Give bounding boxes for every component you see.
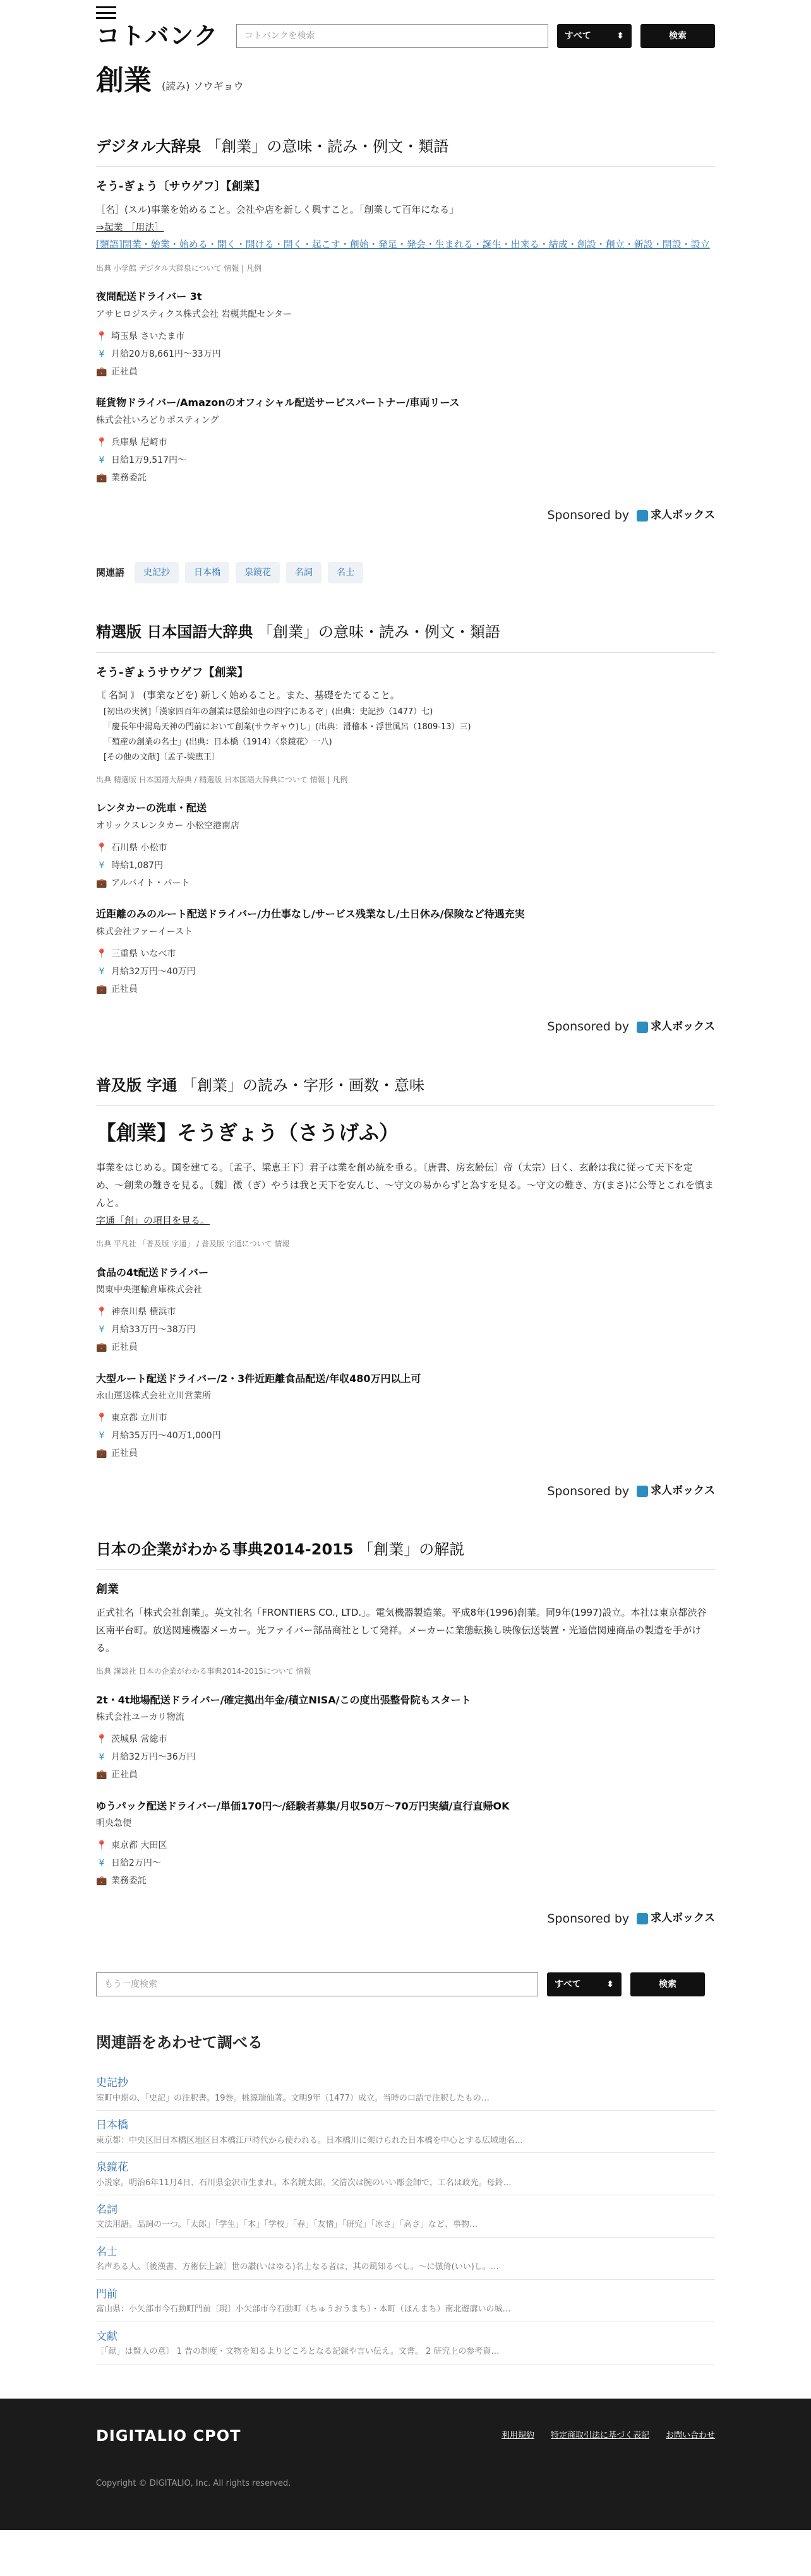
dict-name: 日本の企業がわかる事典2014-2015 [96, 1540, 354, 1558]
synonyms-list[interactable]: [類語]開業・始業・始める・開く・開ける・開く・起こす・創始・発足・発会・生まれる・誕生・出来る・結成・創設・創立・新設・開設・設立 [96, 239, 710, 251]
job-card[interactable] [96, 289, 715, 381]
list-item[interactable] [96, 2068, 715, 2111]
location-pin-icon: 📍 [96, 1840, 107, 1851]
kyujin-box-icon [637, 1913, 648, 1924]
sponsor-label: Sponsored by [547, 1911, 630, 1926]
kyujin-box-icon [637, 1486, 648, 1497]
job-card[interactable] [96, 1371, 715, 1463]
job-type: 正社員 [111, 984, 138, 995]
job-company: オリックスレンタカー 小松空港南店 [96, 821, 239, 832]
source-line: 出典 小学館 デジタル大辞泉について 情報 | 凡例 [96, 264, 262, 273]
footer-link-contact[interactable]: お問い合わせ [665, 2431, 715, 2441]
dict-section-jitsu [96, 1073, 715, 1501]
item-title[interactable]: 史記抄 [96, 2077, 128, 2090]
example: [その他の文献]〔孟子‐梁恵王〕 [104, 753, 220, 763]
yen-icon: ¥ [99, 861, 105, 871]
heading-rest: 「創業」の読み・字形・画数・意味 [182, 1076, 424, 1094]
scope-select[interactable] [557, 24, 632, 48]
sponsor-line [96, 1017, 715, 1036]
sponsor-brand[interactable] [637, 507, 715, 524]
item-desc: 〔「献」は賢人の意〕 1 昔の制度・文物を知るよりどころとなる記録や言い伝え。文書。 2 研究上の参考資… [96, 2347, 500, 2357]
location-pin-icon: 📍 [96, 331, 107, 342]
list-item[interactable] [96, 2238, 715, 2280]
dict-name: 普及版 字通 [96, 1076, 177, 1094]
briefcase-icon: 💼 [96, 1342, 107, 1353]
list-item[interactable] [96, 2322, 715, 2364]
item-title[interactable]: 泉鏡花 [96, 2161, 128, 2174]
yen-icon: ¥ [99, 455, 105, 466]
entry-definition: ［名］(スル)事業を始めること。会社や店を新しく興すこと。「創業して百年になる」 [96, 203, 459, 215]
page-reading: (読み) ソウギョウ [162, 80, 244, 92]
entry-extra-link[interactable]: ⇒起業 ［用法］ [96, 221, 164, 233]
scope-select[interactable] [547, 1972, 622, 1996]
kyujin-box-icon [637, 1022, 648, 1033]
site-logo[interactable]: コトバンク [96, 22, 219, 50]
list-item[interactable] [96, 2280, 715, 2322]
job-pay: 月給32万円〜40万円 [111, 967, 196, 977]
tag[interactable]: 名士 [328, 562, 363, 583]
job-card[interactable] [96, 1265, 715, 1357]
source-line: 出典 精選版 日本国語大辞典 / 精選版 日本国語大辞典について 情報 | 凡例 [96, 775, 348, 785]
job-pay: 月給35万円〜40万1,000円 [111, 1431, 221, 1441]
job-company: アサヒロジスティクス株式会社 岩槻共配センター [96, 309, 292, 320]
heading-rest: 「創業」の意味・読み・例文・類語 [258, 623, 500, 641]
entry-term: そう‐ぎょうサウゲフ【創業】 [96, 665, 249, 679]
job-type: アルバイト・パート [111, 878, 190, 889]
footer-logo[interactable]: DIGITALIO CPOT [96, 2427, 241, 2445]
job-card[interactable] [96, 1798, 715, 1890]
job-place: 東京都 大田区 [111, 1840, 167, 1851]
job-pay: 日給2万円〜 [111, 1858, 161, 1869]
sponsor-brand-name: 求人ボックス [651, 1020, 715, 1034]
tag[interactable]: 泉鏡花 [236, 562, 280, 583]
job-company: 永山運送株式会社立川営業所 [96, 1391, 211, 1402]
page-title-block [96, 64, 715, 98]
job-pay: 月給20万8,661円〜33万円 [111, 349, 221, 360]
sponsor-line [96, 1482, 715, 1501]
list-item[interactable] [96, 2153, 715, 2195]
job-company: 株式会社ファーイースト [96, 927, 193, 938]
job-company: 株式会社いろどりポスティング [96, 415, 219, 426]
job-type: 正社員 [111, 1770, 138, 1780]
entry-definition: 事業をはじめる。国を建てる。〔孟子、梁恵王下〕君子は業を創め統を垂る。〔唐書、房玄齢伝〕帝（太宗）曰く、玄齢は我に従って天下を定め、〜創業の難きを見る。〔魏〕徴（ぎ）やうは我と天下を安んじ、〜守文の易からずと為すを見る。〜守文の難き、方(まさ)に公等とこれを慎まんと。 [96, 1162, 714, 1208]
item-desc: 東京都：中央区旧日本橋区地区日本橋江戸時代から使われる。日本橋川に架けられた日本橋を中心とする広域地名… [96, 2135, 524, 2145]
item-title[interactable]: 名詞 [96, 2203, 117, 2217]
footer-link-tokusho[interactable]: 特定商取引法に基づく表記 [550, 2431, 649, 2441]
job-pay: 時給1,087円 [111, 861, 164, 871]
entry-term: 創業 [96, 1583, 119, 1597]
yen-icon: ¥ [99, 1325, 105, 1335]
item-title[interactable]: 名士 [96, 2246, 117, 2259]
section-heading [96, 1073, 715, 1106]
entry-definition: 〘 名詞 〙 (事業などを) 新しく始めること。また、基礎をたてること。 [96, 689, 400, 701]
page-title: 創業 [96, 64, 152, 97]
dict-name: 精選版 日本国語大辞典 [96, 623, 253, 641]
heading-rest: 「創業」の意味・読み・例文・類語 [206, 137, 449, 155]
item-title[interactable]: 門前 [96, 2288, 117, 2301]
briefcase-icon: 💼 [96, 1876, 107, 1887]
tag[interactable]: 名詞 [286, 562, 321, 583]
sponsor-brand[interactable] [637, 1910, 715, 1927]
sponsor-line [96, 506, 715, 525]
dict-section-nikkoku [96, 620, 715, 1037]
tag[interactable]: 史記抄 [135, 562, 179, 583]
section-heading [96, 1537, 715, 1570]
job-title[interactable]: ゆうパック配送ドライバー/単価170円〜/経験者募集/月収50万〜70万円実績/直行直帰OK [96, 1799, 510, 1812]
updown-icon: ⬍ [606, 1979, 614, 1989]
sponsor-brand-name: 求人ボックス [651, 1484, 715, 1498]
yen-icon: ¥ [99, 349, 105, 360]
tag[interactable]: 日本橋 [185, 562, 229, 583]
job-type: 業務委託 [111, 1876, 147, 1887]
list-item[interactable] [96, 2111, 715, 2153]
item-desc: 文法用語。品詞の一つ。「太郎」「学生」「本」「学校」「春」「友情」「研究」「冰さ」「高さ」など、事物… [96, 2220, 478, 2230]
entry-big-term: 【創業】そうぎょう（さうげふ） [96, 1121, 400, 1145]
job-place: 神奈川県 横浜市 [111, 1307, 176, 1318]
footer-links [502, 2430, 715, 2443]
job-pay: 月給32万円〜36万円 [111, 1752, 196, 1763]
job-title[interactable]: 軽貨物ドライバー/Amazonのオフィシャル配送サービスパートナー/車両リース [96, 397, 460, 409]
yen-icon: ¥ [99, 1858, 105, 1869]
location-pin-icon: 📍 [96, 949, 107, 960]
sponsor-label: Sponsored by [547, 508, 630, 523]
yen-icon: ¥ [99, 1431, 105, 1441]
job-pay: 月給33万円〜38万円 [111, 1325, 196, 1335]
scope-label: すべて [565, 30, 591, 41]
job-place: 東京都 立川市 [111, 1413, 167, 1424]
sponsor-line [96, 1909, 715, 1928]
job-title[interactable]: 大型ルート配送ドライバー/2・3件近距離食品配送/年収480万円以上可 [96, 1372, 421, 1385]
sponsor-brand[interactable] [637, 1018, 715, 1035]
search-input[interactable]: もう一度検索 [96, 1972, 538, 1996]
location-pin-icon: 📍 [96, 438, 107, 448]
job-title[interactable]: 2t・4t地場配送ドライバー/確定拠出年金/積立NISA/この度出張整骨院もスタート [96, 1693, 471, 1706]
item-desc: 富山県：小矢部市今石動町門前〔現〕小矢部市今石動町（ちゅうおうまち）・本町（ほんまち）南北遊廓いの城… [96, 2305, 511, 2315]
job-title[interactable]: 近距離のみのルート配送ドライバー/力仕事なし/サービス残業なし/土日休み/保険など待遇充実 [96, 908, 525, 921]
section-heading [96, 620, 715, 652]
briefcase-icon: 💼 [96, 367, 107, 378]
location-pin-icon: 📍 [96, 1307, 107, 1318]
item-desc: 名声ある人。〔後漢書、方術伝上論〕世の讃(いはゆる)名士なる者は、其の風知るべし。〜に倣倚(いい)し。… [96, 2262, 499, 2272]
bottom-search [96, 1972, 715, 1996]
location-pin-icon: 📍 [96, 843, 107, 854]
briefcase-icon: 💼 [96, 473, 107, 484]
search-input[interactable]: コトバンクを検索 [236, 24, 548, 48]
job-place: 茨城県 常総市 [111, 1734, 167, 1745]
sponsor-brand-name: 求人ボックス [651, 1912, 715, 1925]
briefcase-icon: 💼 [96, 1770, 107, 1780]
item-desc: 室町中期の、「史記」の注釈書。19巻。桃源瑞仙著。文明9年（1477）成立。当時の口語で注釈したもの… [96, 2093, 490, 2103]
dict-name: デジタル大辞泉 [96, 137, 201, 155]
job-company: 株式会社ユーカリ物流 [96, 1712, 184, 1723]
sponsor-label: Sponsored by [547, 1484, 630, 1498]
yen-icon: ¥ [99, 1752, 105, 1763]
source-line: 出典 平凡社 「普及版 字通」 / 普及版 字通について 情報 [96, 1239, 290, 1249]
menu-icon[interactable] [96, 6, 116, 19]
updown-icon: ⬍ [616, 30, 624, 41]
related-list [96, 2030, 715, 2364]
job-type: 正社員 [111, 1342, 138, 1353]
job-place: 兵庫県 尼崎市 [111, 438, 167, 448]
job-company: 明央急便 [96, 1818, 131, 1829]
footer [0, 2399, 811, 2530]
entry-extra-link[interactable]: 字通「創」の項目を見る。 [96, 1214, 210, 1226]
job-type: 正社員 [111, 367, 138, 378]
location-pin-icon: 📍 [96, 1413, 107, 1424]
job-title[interactable]: 夜間配送ドライバー 3t [96, 290, 202, 303]
list-item[interactable] [96, 2195, 715, 2238]
job-card[interactable] [96, 1692, 715, 1784]
job-type: 業務委託 [111, 473, 147, 484]
header [96, 0, 715, 48]
job-card[interactable] [96, 395, 715, 487]
item-title[interactable]: 日本橋 [96, 2119, 128, 2132]
job-place: 三重県 いなべ市 [111, 949, 176, 960]
yen-icon: ¥ [99, 967, 105, 977]
example: 「慶長年中湯島天神の門前において創業(サウギャウ)し」(出典：滑稽本・浮世風呂（1809‐13）三) [104, 722, 471, 732]
job-pay: 日給1万9,517円〜 [111, 455, 186, 466]
item-title[interactable]: 文献 [96, 2330, 117, 2344]
heading-rest: 「創業」の解説 [358, 1540, 465, 1558]
location-pin-icon: 📍 [96, 1734, 107, 1745]
dict-section-daijisen [96, 134, 715, 525]
entry-definition: 正式社名「株式会社創業」。英文社名「FRONTIERS CO., LTD.」。電気機器製造業。平成8年(1996)創業。同9年(1997)設立。本社は東京都渋谷区南平台町。放送関連機器メーカー。光ファイバー部品商社として発祥。メーカーに業態転換し映像伝送装置・光通信関連商品の製造を手がける。 [96, 1607, 707, 1654]
dict-section-company [96, 1537, 715, 1928]
copyright: Copyright © DIGITALIO, Inc. All rights reserved. [96, 2478, 291, 2488]
entry-term: そう‐ぎょう〔サウゲフ〕【創業】 [96, 180, 266, 194]
job-card[interactable] [96, 906, 715, 998]
briefcase-icon: 💼 [96, 1448, 107, 1459]
job-title[interactable]: 食品の4t配送ドライバー [96, 1266, 208, 1279]
item-desc: 小説家。明治6年11月4日、石川県金沢市生まれ。本名鏡太郎。父清次は腕のいい彫金師で、工名は政光。母鈴… [96, 2178, 512, 2188]
scope-label: すべて [555, 1979, 581, 1989]
briefcase-icon: 💼 [96, 878, 107, 889]
job-place: 石川県 小松市 [111, 843, 167, 854]
example: 「殖産の創業の名士」(出典：日本橋（1914）〈泉鏡花〉一八) [104, 737, 332, 748]
related-title: 関連語をあわせて調べる [96, 2033, 263, 2051]
job-type: 正社員 [111, 1448, 138, 1459]
section-heading [96, 134, 715, 167]
kyujin-box-icon [637, 510, 648, 522]
search-button[interactable]: 検索 [640, 24, 715, 48]
sponsor-brand-name: 求人ボックス [651, 508, 715, 522]
footer-link-terms[interactable]: 利用規約 [501, 2431, 534, 2441]
example: [初出の実例]「漢家四百年の創業は恩給如也の四字にあるぞ」(出典：史記抄（1477）七) [104, 707, 433, 717]
related-tags [96, 562, 715, 583]
job-place: 埼玉県 さいたま市 [111, 331, 185, 342]
briefcase-icon: 💼 [96, 984, 107, 995]
sponsor-label: Sponsored by [547, 1020, 630, 1034]
job-card[interactable] [96, 800, 715, 892]
source-line: 出典 講談社 日本の企業がわかる事典2014-2015について 情報 [96, 1667, 311, 1676]
search-button[interactable]: 検索 [630, 1972, 705, 1996]
job-company: 関東中央運輸倉庫株式会社 [96, 1285, 202, 1296]
job-title[interactable]: レンタカーの洗車・配送 [96, 802, 207, 814]
tags-label: 関連語 [96, 566, 125, 578]
sponsor-brand[interactable] [637, 1482, 715, 1500]
